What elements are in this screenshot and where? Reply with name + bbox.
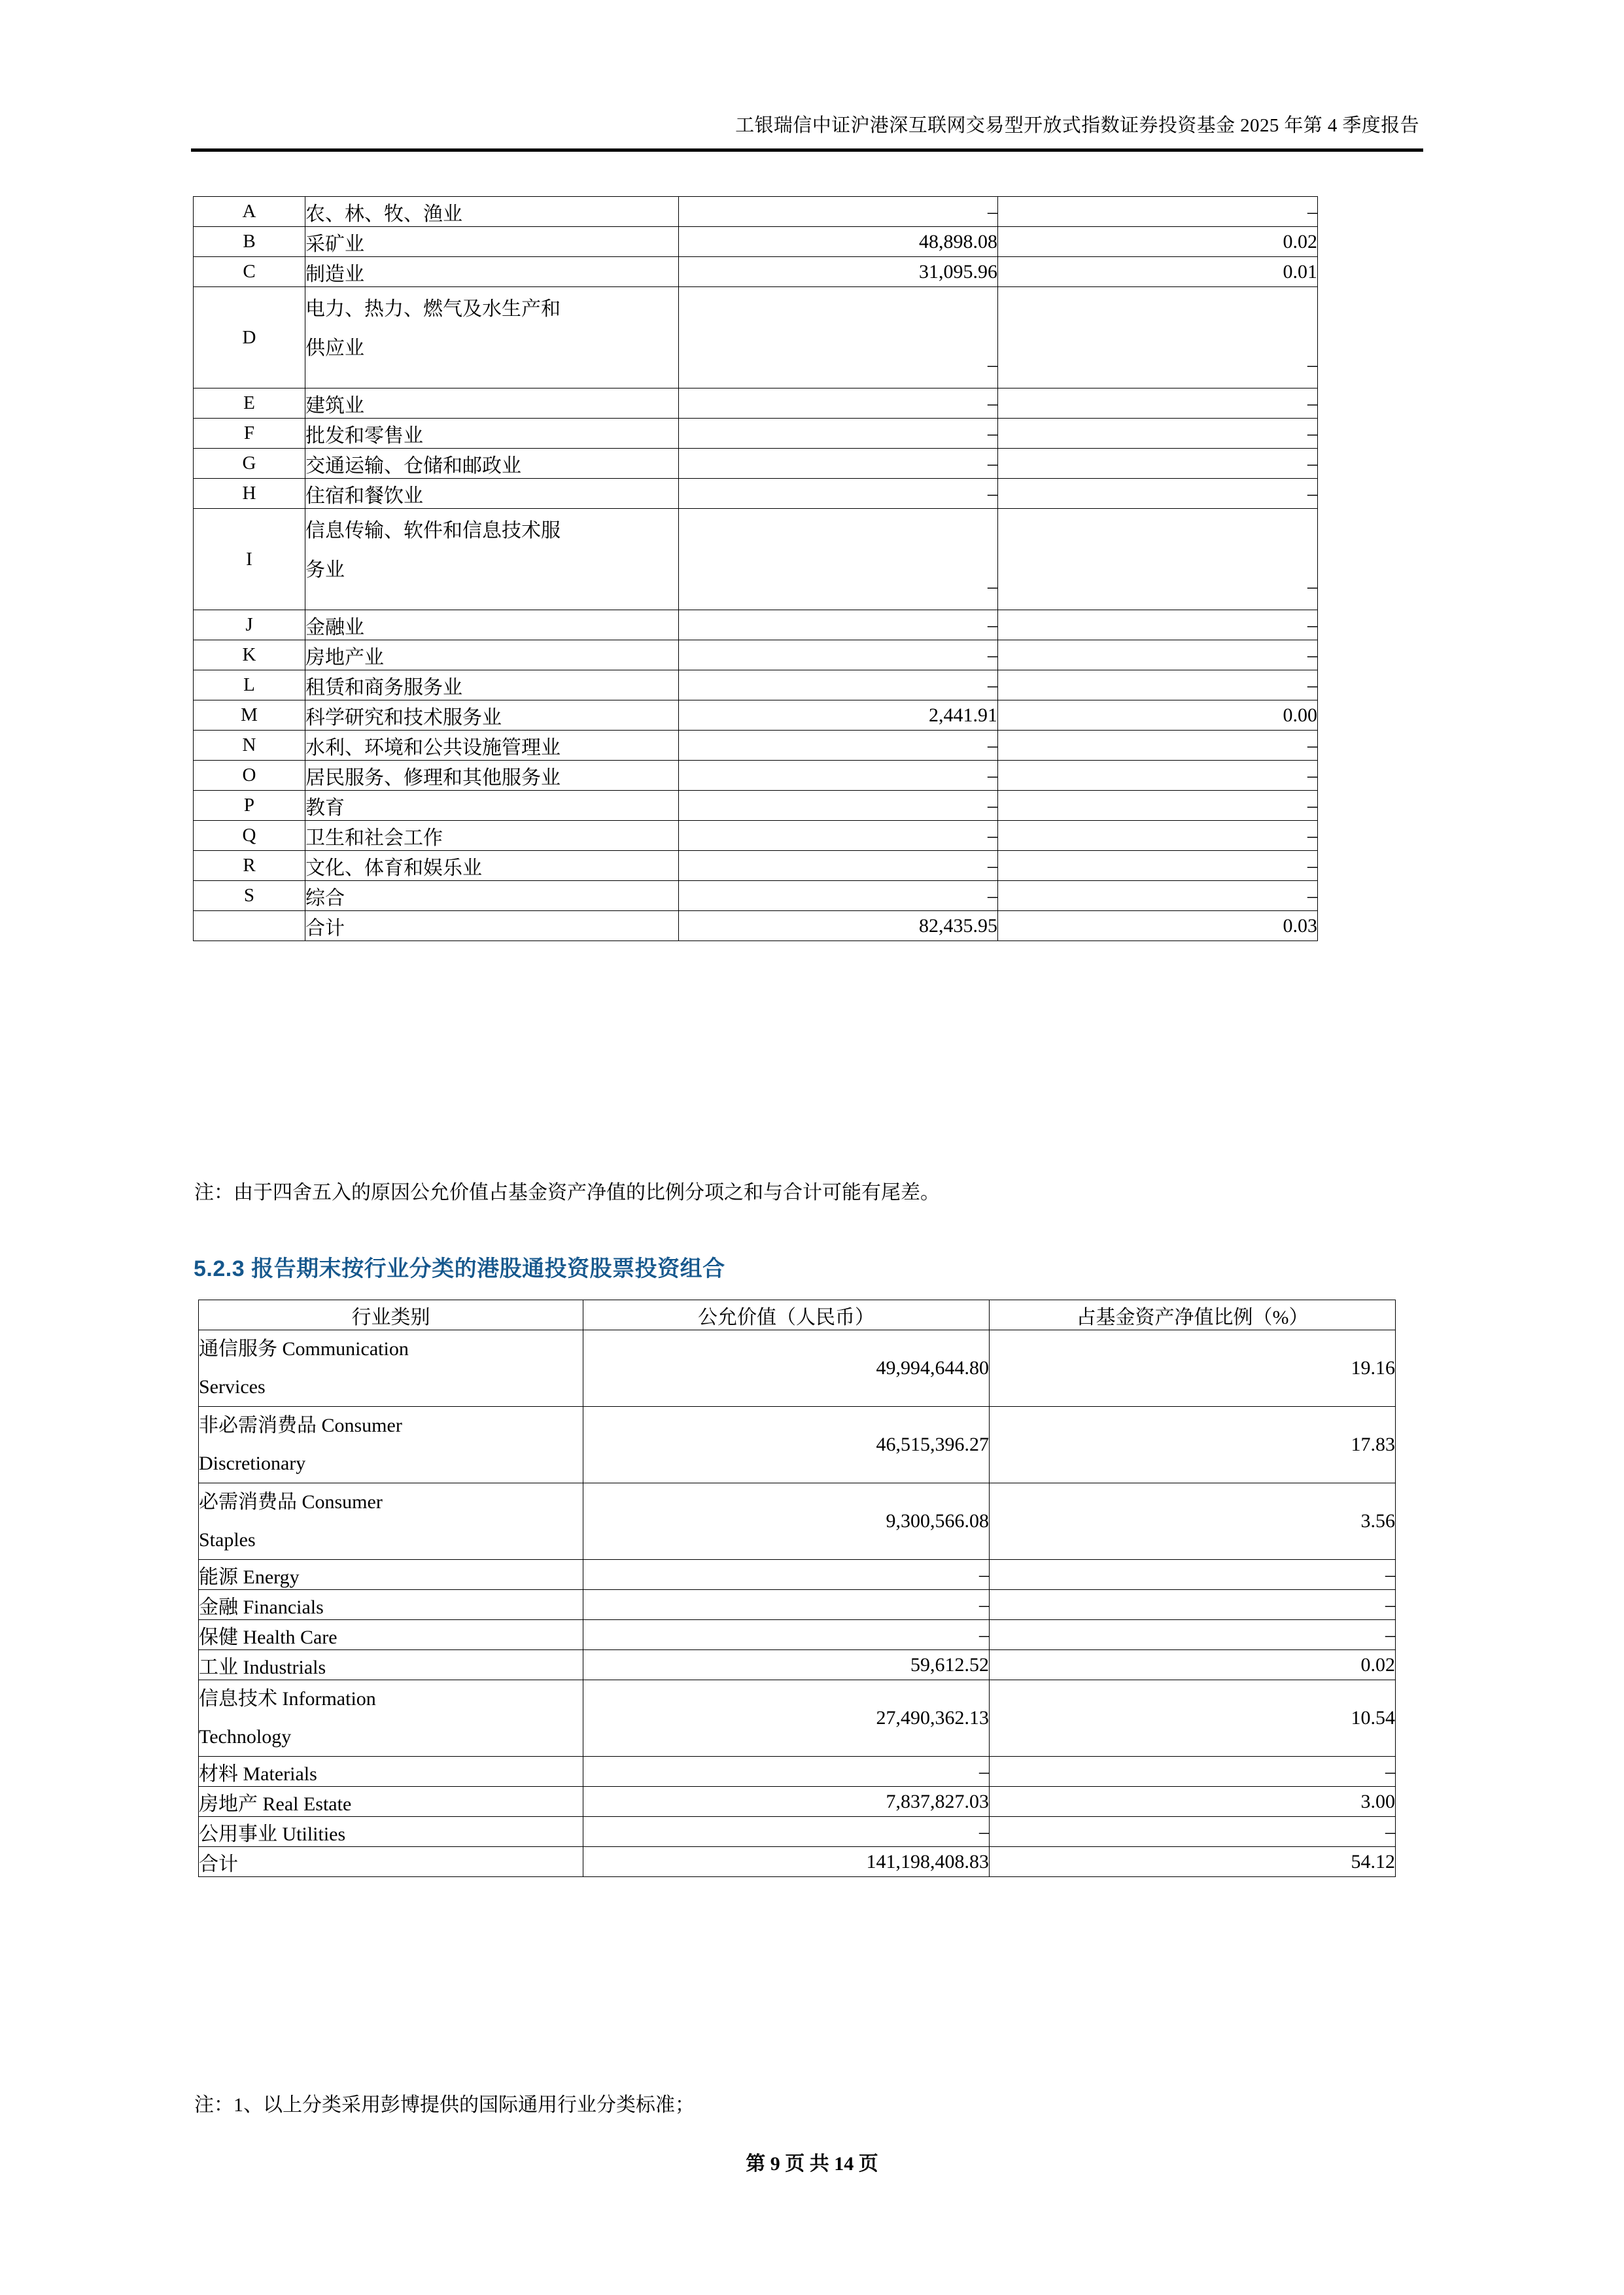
industry-name-line: 信息传输、软件和信息技术服 [305,520,561,542]
fair-value-cell: 141,198,408.83 [583,1847,990,1877]
fair-value-cell: – [679,670,998,700]
table-header-row [199,1300,1396,1330]
sector-name-cell [199,1590,583,1620]
industry-name-cell [305,881,679,911]
fair-value-cell: – [583,1817,990,1847]
fair-value-cell: – [679,449,998,479]
table-row [199,1330,1396,1407]
industry-name-line: 居民服务、修理和其他服务业 [305,767,561,789]
nav-ratio-cell: – [990,1620,1396,1650]
table-row [194,257,1318,287]
industry-code-cell: L [194,670,305,700]
industry-name-cell [305,197,679,227]
fair-value-cell: – [679,509,998,610]
sector-name-line: Staples [199,1529,256,1551]
running-header-title: 工银瑞信中证沪港深互联网交易型开放式指数证券投资基金 2025 年第 4 季度报告 [735,115,1419,136]
nav-ratio-cell: – [998,610,1318,640]
nav-ratio-cell: – [998,761,1318,791]
industry-name-line: 务业 [305,559,345,581]
nav-ratio-cell: – [998,731,1318,761]
table-row [199,1817,1396,1847]
industry-name-cell [305,479,679,509]
industry-code-cell: Q [194,821,305,851]
industry-name-cell [305,419,679,449]
industry-code-cell: P [194,791,305,821]
sector-name-line: 合计 [199,1853,238,1875]
industry-name-cell [305,700,679,731]
fair-value-cell: 59,612.52 [583,1650,990,1680]
page-number-footer: 第 9 页 共 14 页 [746,2153,878,2175]
nav-ratio-cell: 0.02 [990,1650,1396,1680]
industry-name-line: 供应业 [305,337,364,359]
fair-value-cell: 27,490,362.13 [583,1680,990,1757]
nav-ratio-cell: – [998,851,1318,881]
fair-value-cell: – [679,287,998,388]
industry-name-cell [305,257,679,287]
table-row [199,1650,1396,1680]
column-header-nav-ratio: 占基金资产净值比例（%） [990,1300,1396,1330]
running-header [191,111,1423,152]
industry-name-line: 制造业 [305,263,364,285]
industry-name-line: 采矿业 [305,233,364,255]
table-row [194,449,1318,479]
table-row [199,1590,1396,1620]
industry-code-cell: N [194,731,305,761]
fair-value-cell: – [679,479,998,509]
sector-name-line: Technology [199,1726,292,1748]
header-rule [191,148,1423,152]
industry-name-line: 文化、体育和娱乐业 [305,857,482,879]
sector-name-cell [199,1330,583,1407]
fair-value-cell: 9,300,566.08 [583,1483,990,1560]
nav-ratio-cell: – [990,1590,1396,1620]
industry-code-table [193,196,1318,941]
table-row [194,731,1318,761]
table-row [199,1847,1396,1877]
table-row [194,419,1318,449]
industry-name-line: 租赁和商务服务业 [305,676,462,699]
industry-code-cell [194,911,305,941]
table-row [194,197,1318,227]
nav-ratio-cell: 19.16 [990,1330,1396,1407]
table-row [194,791,1318,821]
table-row [194,509,1318,610]
nav-ratio-cell: – [990,1817,1396,1847]
table-row [199,1757,1396,1787]
industry-name-line: 批发和零售业 [305,424,423,447]
nav-ratio-cell: – [998,640,1318,670]
table-row [194,670,1318,700]
industry-name-line: 综合 [305,887,345,909]
sector-name-line: 公用事业 Utilities [199,1823,346,1845]
sector-name-line: 材料 Materials [199,1763,317,1785]
industry-code-cell: S [194,881,305,911]
fair-value-cell: 2,441.91 [679,700,998,731]
industry-name-line: 农、林、牧、渔业 [305,203,462,225]
industry-code-cell: M [194,700,305,731]
table-row [194,851,1318,881]
industry-code-table-wrapper [193,196,1318,941]
fair-value-cell: – [583,1590,990,1620]
industry-name-cell [305,851,679,881]
industry-name-line: 卫生和社会工作 [305,827,443,849]
sector-name-line: 工业 Industrials [199,1656,326,1678]
fair-value-cell: – [679,731,998,761]
sector-name-line: 必需消费品 Consumer [199,1491,383,1513]
nav-ratio-cell: – [998,479,1318,509]
fair-value-cell: – [679,791,998,821]
fair-value-cell: 31,095.96 [679,257,998,287]
nav-ratio-cell: 0.01 [998,257,1318,287]
nav-ratio-cell: 17.83 [990,1407,1396,1483]
nav-ratio-cell: – [998,388,1318,419]
industry-name-cell [305,640,679,670]
nav-ratio-cell: 54.12 [990,1847,1396,1877]
sector-name-cell [199,1483,583,1560]
table-row [194,227,1318,257]
industry-name-cell [305,227,679,257]
fair-value-cell: 49,994,644.80 [583,1330,990,1407]
table-row [194,911,1318,941]
nav-ratio-cell: – [998,197,1318,227]
industry-name-cell [305,821,679,851]
industry-name-line: 科学研究和技术服务业 [305,706,502,729]
industry-name-cell [305,731,679,761]
sector-name-cell [199,1620,583,1650]
fair-value-cell: – [679,821,998,851]
nav-ratio-cell: 3.00 [990,1787,1396,1817]
nav-ratio-cell: – [998,419,1318,449]
nav-ratio-cell: – [998,509,1318,610]
table-row [194,700,1318,731]
nav-ratio-cell: – [990,1757,1396,1787]
industry-name-line: 电力、热力、燃气及水生产和 [305,298,561,320]
sector-name-line: 能源 Energy [199,1566,300,1588]
nav-ratio-cell: 0.03 [998,911,1318,941]
table-row [194,479,1318,509]
sector-name-line: 房地产 Real Estate [199,1793,352,1815]
table-row [199,1483,1396,1560]
nav-ratio-cell: 3.56 [990,1483,1396,1560]
industry-code-cell: B [194,227,305,257]
table-row [194,761,1318,791]
fair-value-cell: – [679,881,998,911]
industry-name-cell [305,761,679,791]
table-row [199,1560,1396,1590]
sector-name-line: 信息技术 Information [199,1688,376,1710]
sector-name-line: 非必需消费品 Consumer [199,1415,402,1436]
table-row [194,640,1318,670]
sector-name-line: Discretionary [199,1453,306,1474]
sector-name-line: 通信服务 Communication [199,1338,409,1360]
industry-code-cell: I [194,509,305,610]
nav-ratio-cell: – [998,449,1318,479]
table-row [199,1787,1396,1817]
sector-name-cell [199,1817,583,1847]
industry-code-cell: H [194,479,305,509]
nav-ratio-cell: – [998,287,1318,388]
industry-name-cell [305,509,679,610]
sector-name-cell [199,1757,583,1787]
industry-name-line: 金融业 [305,616,364,638]
industry-code-cell: A [194,197,305,227]
industry-code-cell: F [194,419,305,449]
industry-name-cell [305,287,679,388]
nav-ratio-cell: – [998,881,1318,911]
sector-name-cell [199,1787,583,1817]
sector-name-line: 保健 Health Care [199,1626,337,1648]
fair-value-cell: – [679,419,998,449]
industry-name-line: 教育 [305,797,345,819]
nav-ratio-cell: – [998,670,1318,700]
fair-value-cell: – [679,761,998,791]
table-row [199,1680,1396,1757]
table-row [194,881,1318,911]
fair-value-cell: 46,515,396.27 [583,1407,990,1483]
note-rounding: 注：由于四舍五入的原因公允价值占基金资产净值的比例分项之和与合计可能有尾差。 [194,1182,940,1203]
industry-code-cell: E [194,388,305,419]
fair-value-cell: – [679,610,998,640]
industry-code-cell: O [194,761,305,791]
fair-value-cell: – [679,197,998,227]
industry-name-cell [305,610,679,640]
table-row [194,821,1318,851]
industry-code-cell: C [194,257,305,287]
sector-name-cell [199,1560,583,1590]
fair-value-cell: – [583,1757,990,1787]
industry-name-cell [305,449,679,479]
fair-value-cell: 7,837,827.03 [583,1787,990,1817]
industry-name-cell [305,388,679,419]
industry-code-cell: J [194,610,305,640]
industry-name-line: 建筑业 [305,394,364,417]
fair-value-cell: – [679,640,998,670]
industry-code-cell: R [194,851,305,881]
industry-name-cell [305,791,679,821]
fair-value-cell: 48,898.08 [679,227,998,257]
table-row [199,1407,1396,1483]
sector-name-cell [199,1650,583,1680]
sector-name-line: 金融 Financials [199,1596,324,1618]
hk-sector-table-wrapper [198,1300,1396,1877]
nav-ratio-cell: 0.00 [998,700,1318,731]
sector-name-cell [199,1680,583,1757]
section-heading-523: 5.2.3 报告期末按行业分类的港股通投资股票投资组合 [194,1256,725,1281]
fair-value-cell: 82,435.95 [679,911,998,941]
nav-ratio-cell: – [990,1560,1396,1590]
table-row [194,287,1318,388]
sector-name-line: Services [199,1376,266,1398]
fair-value-cell: – [583,1560,990,1590]
fair-value-cell: – [679,388,998,419]
industry-code-cell: K [194,640,305,670]
nav-ratio-cell: 0.02 [998,227,1318,257]
industry-name-line: 水利、环境和公共设施管理业 [305,736,561,759]
hk-sector-table [198,1300,1396,1877]
table-row [194,388,1318,419]
note-classification: 注：1、以上分类采用彭博提供的国际通用行业分类标准； [194,2094,695,2116]
column-header-sector: 行业类别 [199,1300,583,1330]
nav-ratio-cell: – [998,791,1318,821]
industry-code-cell: G [194,449,305,479]
industry-name-cell [305,911,679,941]
nav-ratio-cell: 10.54 [990,1680,1396,1757]
industry-name-line: 合计 [305,917,345,939]
sector-name-cell [199,1847,583,1877]
industry-name-line: 住宿和餐饮业 [305,485,423,507]
industry-code-cell: D [194,287,305,388]
industry-name-cell [305,670,679,700]
table-row [199,1620,1396,1650]
column-header-fair-value: 公允价值（人民币） [583,1300,990,1330]
nav-ratio-cell: – [998,821,1318,851]
fair-value-cell: – [583,1620,990,1650]
industry-name-line: 房地产业 [305,646,384,668]
fair-value-cell: – [679,851,998,881]
sector-name-cell [199,1407,583,1483]
industry-name-line: 交通运输、仓储和邮政业 [305,455,521,477]
table-row [194,610,1318,640]
